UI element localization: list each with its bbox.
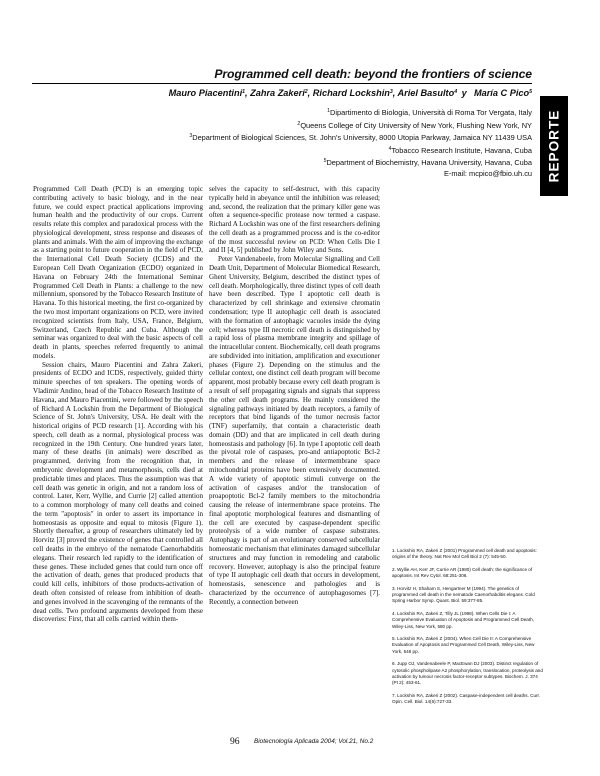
journal-citation: Biotecnología Aplicada 2004; Vol.21, No.2 (254, 738, 374, 745)
affil-number: 1 (327, 108, 331, 114)
reference-item: 2. Wyllie AH, Kerr JF, Currie AR (1980) Cell death: the significance of apoptosis. Int Rev Cytol. 68:251-306. (392, 566, 533, 579)
author-affil-number: 3 (389, 89, 393, 95)
author-separator: , (307, 88, 313, 98)
author-name: Mauro Piacentini (168, 88, 243, 98)
reference-item: 4. Lockshin RA, Zakeri Z, Tilly JL (1998). When Cells Die I: A Comprehensive Evaluation of Apoptosis and Programmed Cell Death, Wiley-Liss, New York, 580 pp. (392, 610, 534, 629)
affiliation (32, 106, 532, 119)
affil-text: Department of Biochemistry, Havana University, Havana, Cuba (326, 158, 532, 168)
section-tab-label: REPORTE (546, 109, 562, 183)
author-affil-number: 1 (242, 89, 246, 95)
affiliation (32, 131, 532, 144)
author-separator: , (245, 88, 251, 98)
affil-text: Queens College of City University of New York, Flushing New York, NY (300, 120, 532, 130)
reference-item: 6. Jupp OJ, Vandenabeele P, MacEwan DJ (2003). Distinct regulation of cytosolic phospholipase A2 phosphorylation, translocation, proteolysis and activation by tumour necrosis factor-receptor subtypes. Biochem. J. 374 (Pt 2): 453-61. (392, 661, 543, 686)
paragraph: Programmed Cell Death (PCD) is an emerging topic contributing actively to basic biology, and in the near future, we could expect practical applications improving human health and the productivity of our crops. Current results relate this complex and paradoxical process with the physiological development, stress response and diseases of plants and animals. With the aim of improving the exchange as a starting point to future cooperation in the field of PCD, the International Cell Death Society (ICDS) and the European Cell Death Organization (ECDO) organized in Havana on February 24th the International Seminar Programmed Cell Death in Plants: a challenge to the new millennium, sponsored by the Tobacco Research Institute of Havana. To this historical meeting, the first co-organized by the two most important organizations on PCD, were invited recognized scientists from Italy, USA, France, Belgium, Switzerland, Czech Republic and Cuba. Although the seminar was organized to deal with the basic aspects of cell death in plants, speeches referred frequently to animal models. (33, 185, 203, 360)
affil-number: 4 (388, 145, 392, 152)
paragraph: Session chairs, Mauro Piacentini and Zahra Zakeri, presidents of ECDO and ICDS, respectively, guided thirty minute speeches of ten speakers. The opening words of Vladimir Andino, head of the Tobacco Research Institute of Havana, and Mauro Piacentini, were followed by the speech of Richard A Lockshin from the Department of Biological Science of St. John's University, USA. He dealt with the historical origins of PCD research [1]. According with his speech, cell death as a normal, physiological process was recognized in the 19th Century. One hundred years later, many of these deaths (in animals) were described as programmed, deriving from the recognition that, in embryonic development and metamorphosis, cells died at predictable times and places. Thus the assumption was that cell death was genetic in origin, and not a random loss of control. Later, Kerr, Wyllie, and Currie [2] called attention to a common morphology of many cell deaths and coined the term "apoptosis" in order to assert its importance in homeostasis as opposite and equal to mitosis (Figure 1). Shortly thereafter, a group of researchers ultimately led by Horvitz [3] proved the existence of genes that controlled all cell deaths in the embryo of the nematode Caenorhabditis elegans. Their research led rapidly to the identification of these genes. These included genes that could turn once off the activation of death, genes that produced products that could kill cells, inhibitors of those products-activation of death often consisted of release from inhibition of death-and genes involved in the scavenging of the remnants of the dead cells. Two profound arguments developed from these discoveries: First, that all cells carried within them- (33, 360, 203, 624)
affiliation (32, 144, 532, 157)
author-name: Zahra Zakeri (250, 88, 305, 98)
affil-number: 3 (189, 133, 193, 140)
author-name: Richard Lockshin (312, 88, 390, 98)
author-name: Ariel Basulto (397, 88, 455, 98)
author-affil-number: 2 (304, 89, 308, 95)
affiliation (32, 119, 532, 132)
affil-number: 5 (323, 158, 327, 165)
affil-text: Tobacco Research Institute, Havana, Cuba (391, 145, 532, 155)
reference-item: 7. Lockshin RA, Zakeri Z (2002). Caspase-independent cell deaths. Curr. Opin. Cell. Biol. 14(6):727-33. (392, 692, 541, 705)
reference-item: 5. Lockshin RA, Zakeri Z (2004). When Cell Die II: A Comprehensive Evaluation of Apoptosis and Programmed Cell Death, Wiley-Liss, New York, 548 pp. (392, 636, 535, 654)
paragraph: Peter Vandenabeele, from Molecular Signalling and Cell Death Unit, Department of Molecular Biomedical Research, Ghent University, Belgium, described the distinct types of cell death. Morphologically, three distinct types of cell death have been described. Type I apoptotic cell death is characterized by cell shrinkage and extensive chromatin condensation; type II autophagic cell death is associated with the formation of autophagic vacuoles inside the dying cell; whereas type III necrotic cell death is distinguished by a rapid loss of plasma membrane integrity and spillage of the intracellular content. Biochemically, cell death programs are subdivided into initiation, amplification and executioner phases (Figure 2). Depending on the stimulus and the cellular context, one distinct cell death program will become apparent, most probably because every cell death program is a result of self propagating signals and signals that suppress the other cell death programs. He mainly considered the signaling pathways initiated by death receptors, a family of receptors that bind ligands of the tumor necrosis factor (TNF) superfamily, that contain a characteristic death domain (DD) and that are implicated in cell death during homeostasis and pathology [6]. In type I apoptotic cell death the pivotal role of caspases, pro-and antiapoptotic Bcl-2 members and the release of intermembrane space mitochondrial proteins have been extensively documented. A wide variety of apoptotic stimuli converge on the activation of caspases and/or the translocation of proapoptotic Bcl-2 family members to the mitochondria causing the release of intermembrane space proteins. The final apoptotic morphological features and dismantling of the cell are executed by caspase-dependent specific proteolysis of a wide number of caspase substrates. Autophagy is part of an evolutionary conserved subcellular homeostatic mechanism that eliminates damaged subcellular structures and may function in remodeling and catabolic recovery. However, autophagy is also the principal feature of type II autophagic cell death that occurs in development, homeostasis, senescence and pathologies and is characterized by the occurrence of autophagosomes [7]. Recently, a connection between (209, 255, 380, 606)
reference-item: 3. Horvitz H, Shaham S, Hengartner M (1994). The genetics of programmed cell death in the nematode Caenorhabditis elegans. Cold Spring Harbor Symp. Quant. Biol. 59:377-85. (392, 585, 535, 604)
affiliation (32, 156, 532, 169)
body-column-middle (209, 185, 380, 607)
article-title: Programmed cell death: beyond the frontiers of science (214, 67, 532, 81)
affil-number: 2 (297, 120, 301, 127)
author-affil-number: 5 (529, 89, 532, 95)
author-separator: , (392, 88, 398, 98)
paragraph: selves the capacity to self-destruct, with this capacity typically held in abeyance until the inhibition was released; and, second, the realization that the primary killer gene was often a sequence-specific protease now termed a caspase. Richard A Lockshin was one of the first researchers defining the cell death as a programmed process and is the co-editor of the most successful review on PCD: When Cells Die I and II [4, 5] published by John Wiley and Sons. (209, 185, 380, 255)
title-divider (32, 83, 532, 84)
affiliations (32, 106, 532, 180)
affil-text: Dipartimento di Biologia, Università di Roma Tor Vergata, Italy (330, 108, 532, 117)
author-conjunction: y (457, 88, 472, 98)
author-affil-number: 4 (454, 89, 458, 95)
email: E-mail: mcpico@fbio.uh.cu (443, 168, 532, 178)
affil-text: Department of Biological Sciences, St. John's University, 8000 Utopia Parkway, Jamaica NY 11439 USA (192, 133, 532, 143)
body-column-left (33, 185, 203, 624)
reference-list (392, 548, 544, 712)
author-name: María C Pico (473, 88, 530, 98)
page-footer (0, 736, 600, 750)
section-tab (540, 96, 568, 196)
page-number: 96 (230, 736, 240, 747)
author-list (32, 88, 532, 98)
reference-item: 1. Lockshin RA, Zakeri Z (2001) Programmed cell death and apoptosis: origins of the theory. Nat Rev Mol Cell Biol 2 (7): 545-50. (392, 548, 537, 560)
